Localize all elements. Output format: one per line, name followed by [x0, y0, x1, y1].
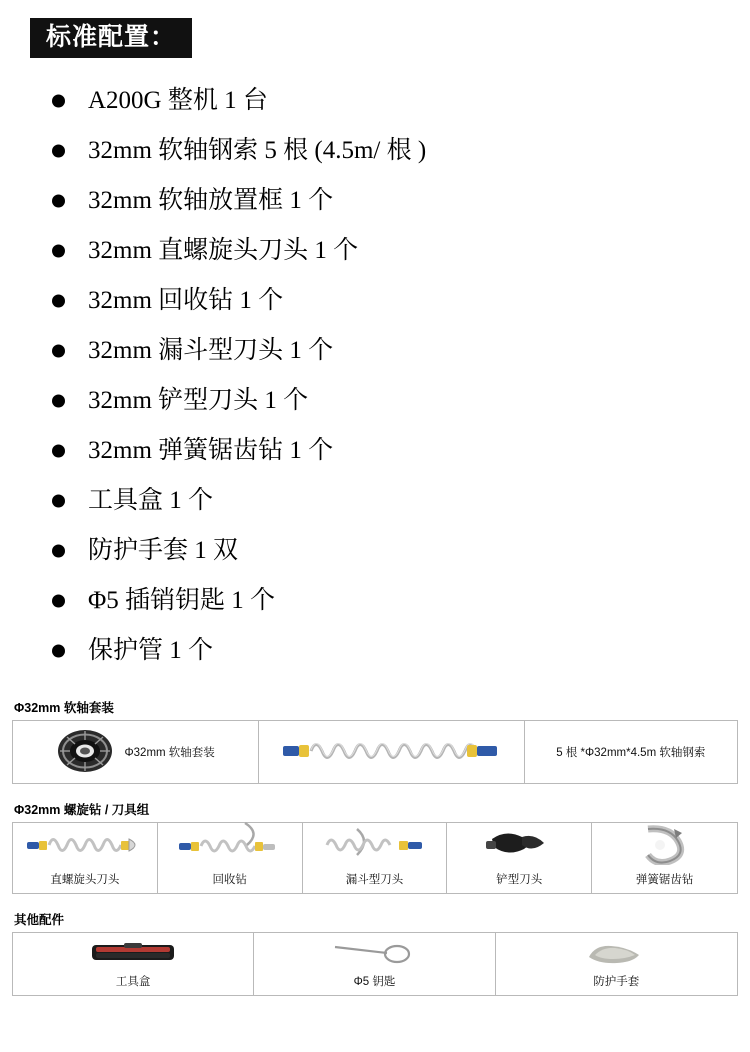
- grid-cell: [13, 933, 254, 995]
- grid-cell-caption: 5 根 *Φ32mm*4.5m 软轴钢索: [556, 747, 706, 760]
- standard-config-list: [0, 76, 750, 676]
- grid-cell: [13, 721, 259, 783]
- bullet-icon: [52, 95, 65, 108]
- list-item-label: 32mm 弹簧锯齿钻 1 个: [88, 437, 334, 465]
- grid-cell-caption: 铲型刀头: [496, 874, 543, 887]
- grid-cell: [13, 823, 158, 893]
- grid-cell-caption: 直螺旋头刀头: [50, 874, 120, 887]
- gloves-icon: [581, 939, 651, 970]
- spade-cutter-icon: [484, 825, 554, 868]
- list-item: [48, 276, 750, 326]
- list-item-label: 工具盒 1 个: [88, 487, 214, 515]
- accessory-grid: [12, 932, 738, 996]
- accessory-grid: [12, 822, 738, 894]
- list-item-label: 32mm 直螺旋头刀头 1 个: [88, 237, 359, 265]
- tool-box-icon: [88, 937, 178, 970]
- list-item: [48, 476, 750, 526]
- funnel-cutter-icon: [317, 823, 432, 868]
- pin-key-icon: [329, 939, 419, 970]
- straight-auger-head-icon: [25, 825, 145, 868]
- list-item: [48, 226, 750, 276]
- section-other-accessories: [12, 910, 738, 996]
- bullet-icon: [52, 295, 65, 308]
- grid-cell-caption: 防护手套: [593, 976, 640, 989]
- grid-cell: [303, 823, 448, 893]
- retrieving-drill-icon: [175, 819, 285, 868]
- grid-cell: [496, 933, 737, 995]
- list-item: [48, 576, 750, 626]
- list-item: [48, 626, 750, 676]
- list-item: [48, 76, 750, 126]
- list-item: [48, 126, 750, 176]
- section-title: Φ32mm 螺旋钻 / 刀具组: [14, 803, 150, 818]
- bullet-icon: [52, 495, 65, 508]
- list-item: [48, 426, 750, 476]
- grid-cell-caption: 弹簧锯齿钻: [635, 874, 694, 887]
- grid-cell-caption: 漏斗型刀头: [345, 874, 404, 887]
- list-item-label: A200G 整机 1 台: [88, 87, 268, 115]
- list-item: [48, 376, 750, 426]
- grid-cell: [447, 823, 592, 893]
- grid-cell: [254, 933, 495, 995]
- section-auger-cutters: [12, 800, 738, 894]
- grid-cell: [259, 721, 524, 783]
- list-item-label: 32mm 回收钻 1 个: [88, 287, 284, 315]
- bullet-icon: [52, 595, 65, 608]
- bullet-icon: [52, 245, 65, 258]
- bullet-icon: [52, 395, 65, 408]
- grid-cell: [525, 721, 737, 783]
- list-item-label: 32mm 铲型刀头 1 个: [88, 387, 309, 415]
- coiled-cable-icon: [56, 728, 114, 777]
- list-item-label: Φ5 插销钥匙 1 个: [88, 587, 276, 615]
- list-item-label: 32mm 软轴钢索 5 根 (4.5m/ 根 ): [88, 137, 427, 165]
- list-item: [48, 326, 750, 376]
- grid-cell-caption: Φ32mm 软轴套装: [124, 747, 215, 760]
- page-title: 标准配置：: [30, 18, 192, 58]
- list-item: [48, 526, 750, 576]
- section-title: Φ32mm 软轴套装: [14, 701, 114, 716]
- grid-cell-caption: 回收钻: [212, 874, 247, 887]
- page-title-wrapper: [0, 0, 750, 58]
- bullet-icon: [52, 145, 65, 158]
- list-item-label: 保护管 1 个: [88, 637, 214, 665]
- bullet-icon: [52, 445, 65, 458]
- grid-cell: [592, 823, 737, 893]
- grid-cell: [158, 823, 303, 893]
- list-item-label: 32mm 软轴放置框 1 个: [88, 187, 334, 215]
- list-item-label: 防护手套 1 双: [88, 537, 239, 565]
- grid-cell-caption: Φ5 钥匙: [353, 976, 396, 989]
- spring-cable-icon: [281, 731, 501, 774]
- section-soft-shaft-set: [12, 698, 738, 784]
- bullet-icon: [52, 345, 65, 358]
- grid-cell-caption: 工具盒: [115, 976, 151, 989]
- saw-tooth-drill-icon: [630, 823, 700, 868]
- list-item-label: 32mm 漏斗型刀头 1 个: [88, 337, 334, 365]
- accessory-grid: [12, 720, 738, 784]
- list-item: [48, 176, 750, 226]
- section-title: 其他配件: [14, 913, 65, 928]
- bullet-icon: [52, 645, 65, 658]
- bullet-icon: [52, 195, 65, 208]
- bullet-icon: [52, 545, 65, 558]
